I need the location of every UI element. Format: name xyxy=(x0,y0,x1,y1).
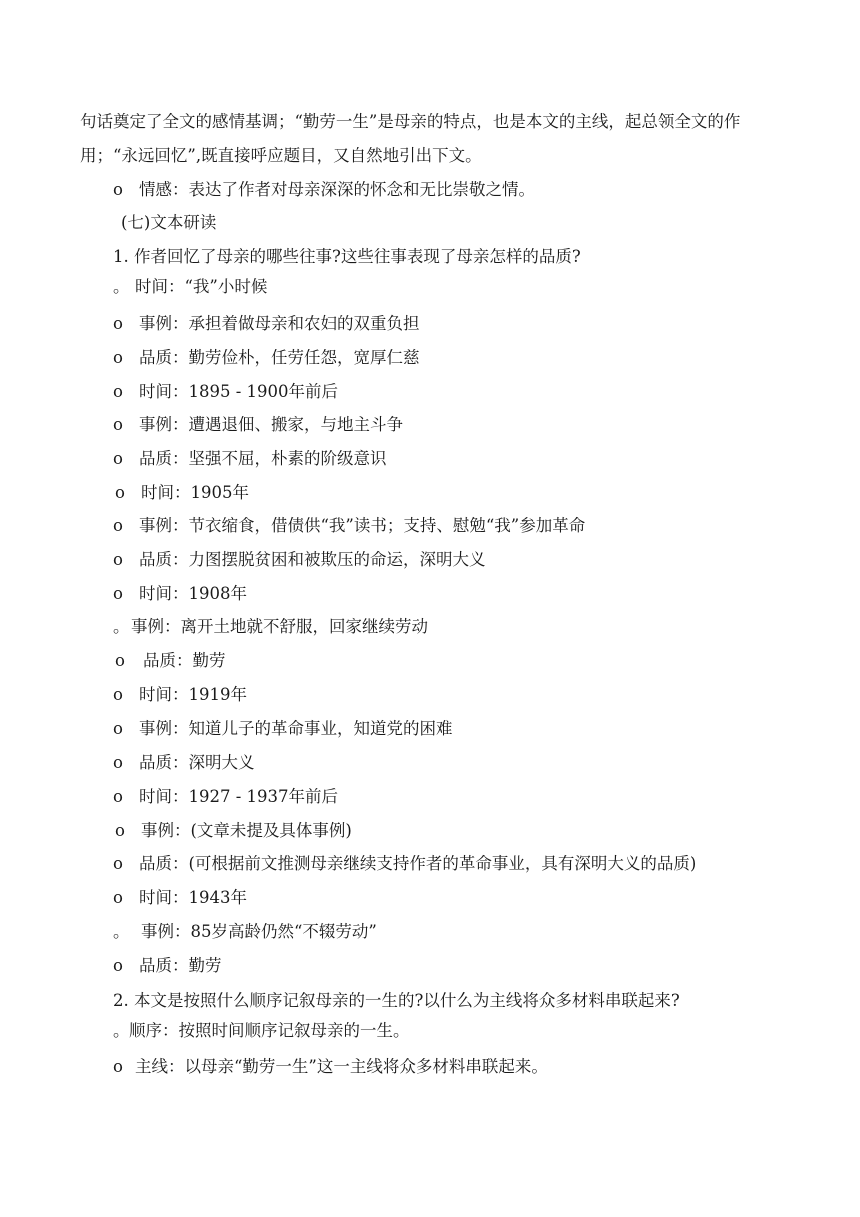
list-item-text: 时间：1943年 xyxy=(139,888,247,907)
list-item xyxy=(113,1056,548,1078)
question-2 xyxy=(113,990,680,1012)
list-item-text: 时间：1908年 xyxy=(139,584,247,603)
bullet-marker: o xyxy=(113,787,123,806)
emotion-text: 情感：表达了作者对母亲深深的怀念和无比崇敬之情。 xyxy=(139,180,535,199)
list-item xyxy=(113,853,696,875)
list-item xyxy=(113,684,247,706)
list-item xyxy=(113,583,247,605)
list-item-text: 事例：85岁高龄仍然“不辍劳动” xyxy=(141,922,377,941)
list-item xyxy=(113,515,585,537)
bullet-marker: o xyxy=(113,415,123,434)
list-item-text: 事例：离开土地就不舒服，回家继续劳动 xyxy=(131,617,428,636)
question-text: 作者回忆了母亲的哪些往事?这些往事表现了母亲怎样的品质? xyxy=(134,247,581,266)
list-item-text: 时间：1919年 xyxy=(139,685,247,704)
bullet-marker: o xyxy=(113,1057,123,1076)
bullet-marker: o xyxy=(113,719,123,738)
bullet-marker: o xyxy=(115,483,125,502)
list-item-text: 品质：坚强不屈，朴素的阶级意识 xyxy=(139,449,387,468)
list-item xyxy=(115,650,226,672)
bullet-marker: o xyxy=(113,314,123,333)
bullet-marker: 。 xyxy=(113,922,130,941)
bullet-marker: o xyxy=(115,821,125,840)
question-number: 1. xyxy=(113,247,129,266)
list-item xyxy=(115,820,352,842)
list-item-text: 顺序：按照时间顺序记叙母亲的一生。 xyxy=(129,1021,410,1040)
intro-line-1: 句话奠定了全文的感情基调；“勤劳一生”是母亲的特点，也是本文的主线，起总领全文的作 xyxy=(80,112,741,131)
list-item-text: 事例：知道儿子的革命事业，知道党的困难 xyxy=(139,719,453,738)
bullet-marker: 。 xyxy=(113,617,130,636)
emotion-item xyxy=(113,179,535,201)
list-item-text: 时间：1927 - 1937年前后 xyxy=(139,787,339,806)
bullet-marker: o xyxy=(113,888,123,907)
list-item xyxy=(113,313,420,335)
bullet-marker: o xyxy=(113,180,123,199)
bullet-marker: o xyxy=(113,516,123,535)
list-item-text: 事例：承担着做母亲和农妇的双重负担 xyxy=(139,314,420,333)
bullet-marker: 。 xyxy=(113,277,130,296)
list-item xyxy=(113,448,387,470)
list-item-text: 品质：(可根据前文推测母亲继续支持作者的革命事业，具有深明大义的品质) xyxy=(139,854,697,873)
bullet-marker: o xyxy=(113,550,123,569)
list-item-text: 品质：勤劳 xyxy=(139,956,222,975)
question-number: 2. xyxy=(113,991,129,1010)
list-item-text: 品质：勤劳俭朴，任劳任怨，宽厚仁慈 xyxy=(139,348,420,367)
list-item xyxy=(113,1020,410,1042)
question-text: 本文是按照什么顺序记叙母亲的一生的?以什么为主线将众多材料串联起来? xyxy=(134,991,680,1010)
bullet-marker: o xyxy=(113,449,123,468)
bullet-marker: o xyxy=(113,854,123,873)
bullet-marker: o xyxy=(113,348,123,367)
list-item xyxy=(113,887,247,909)
list-item xyxy=(113,955,222,977)
list-item-text: 品质：力图摆脱贫困和被欺压的命运，深明大义 xyxy=(139,550,486,569)
list-item-text: 主线：以母亲“勤劳一生”这一主线将众多材料串联起来。 xyxy=(135,1057,548,1076)
bullet-marker: o xyxy=(113,685,123,704)
list-item-text: 品质：深明大义 xyxy=(139,753,255,772)
bullet-marker: o xyxy=(113,956,123,975)
list-item xyxy=(113,616,428,638)
list-item-text: 事例：节衣缩食，借债供“我”读书；支持、慰勉“我”参加革命 xyxy=(139,516,586,535)
intro-line-2: 用；“永远回忆”,既直接呼应题目，又自然地引出下文。 xyxy=(80,146,482,165)
list-item xyxy=(113,276,267,298)
list-item xyxy=(113,414,403,436)
list-item-text: 品质：勤劳 xyxy=(143,651,226,670)
list-item xyxy=(113,718,453,740)
list-item xyxy=(113,786,338,808)
bullet-marker: o xyxy=(113,382,123,401)
list-item-text: 时间：1905年 xyxy=(141,483,249,502)
list-item xyxy=(113,347,420,369)
list-item-text: 事例：(文章未提及具体事例) xyxy=(141,821,352,840)
list-item xyxy=(113,752,255,774)
list-item xyxy=(113,381,338,403)
question-1 xyxy=(113,246,581,268)
list-item xyxy=(115,482,249,504)
bullet-marker: 。 xyxy=(113,1021,130,1040)
list-item xyxy=(113,921,377,943)
list-item-text: 事例：遭遇退佃、搬家，与地主斗争 xyxy=(139,415,403,434)
list-item-text: 时间：1895 - 1900年前后 xyxy=(139,382,339,401)
list-item xyxy=(113,549,486,571)
list-item-text: 时间：“我”小时候 xyxy=(135,277,268,296)
section-heading: (七)文本研读 xyxy=(121,213,217,232)
bullet-marker: o xyxy=(113,753,123,772)
bullet-marker: o xyxy=(115,651,125,670)
bullet-marker: o xyxy=(113,584,123,603)
